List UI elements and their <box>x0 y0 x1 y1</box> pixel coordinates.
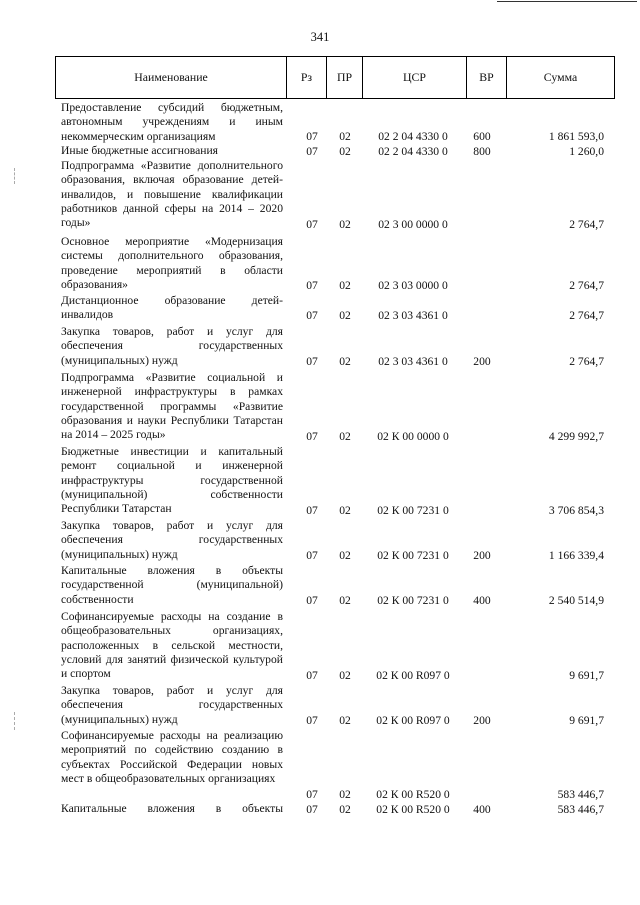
row-name: Капитальные вложения в объекты государственной (муниципальной) собственности <box>61 564 283 606</box>
row-rz: 07 <box>306 548 318 562</box>
row-sum: 1 260,0 <box>569 144 604 158</box>
row-pr: 02 <box>339 129 351 143</box>
row-sum: 2 764,7 <box>569 354 604 368</box>
row-sum: 583 446,7 <box>557 802 604 816</box>
row-pr: 02 <box>339 787 351 801</box>
row-name: Софинансируемые расходы на реализацию мероприятий по содействию созданию в субъектах Российской Федерации новых мест в общеобразовательных организациях <box>61 729 283 785</box>
row-vr: 200 <box>473 548 491 562</box>
row-vr: 200 <box>473 354 491 368</box>
row-name: Закупка товаров, работ и услуг для обеспечения государственных (муниципальных) нужд <box>61 519 283 561</box>
row-rz: 07 <box>306 503 318 517</box>
row-rz: 07 <box>306 713 318 727</box>
row-csr: 02 К 00 7231 0 <box>377 548 449 562</box>
row-pr: 02 <box>339 429 351 443</box>
row-csr: 02 2 04 4330 0 <box>378 144 448 158</box>
row-csr: 02 2 04 4330 0 <box>378 129 448 143</box>
row-pr: 02 <box>339 713 351 727</box>
row-pr: 02 <box>339 278 351 292</box>
row-sum: 2 764,7 <box>569 278 604 292</box>
table-row <box>0 144 640 159</box>
row-name: Капитальные вложения в объекты <box>61 802 283 815</box>
row-rz: 07 <box>306 787 318 801</box>
row-csr: 02 К 00 7231 0 <box>377 503 449 517</box>
row-rz: 07 <box>306 129 318 143</box>
table-row <box>0 519 640 563</box>
row-pr: 02 <box>339 354 351 368</box>
row-csr: 02 К 00 7231 0 <box>377 593 449 607</box>
row-vr: 800 <box>473 144 491 158</box>
row-rz: 07 <box>306 354 318 368</box>
row-name: Софинансируемые расходы на создание в общеобразовательных организациях, расположенных в сельской местности, условий для занятий физической культурой и спортом <box>61 610 283 681</box>
row-rz: 07 <box>306 802 318 816</box>
row-sum: 9 691,7 <box>569 713 604 727</box>
table-row <box>0 371 640 444</box>
table-row <box>0 445 640 518</box>
table-header <box>55 56 615 99</box>
table-row <box>0 684 640 728</box>
table-row <box>0 729 640 802</box>
row-csr: 02 К 00 R097 0 <box>376 713 450 727</box>
row-csr: 02 3 00 0000 0 <box>378 217 448 231</box>
row-csr: 02 К 00 R520 0 <box>376 787 450 801</box>
row-name: Предоставление субсидий бюджетным, автономным учреждениям и иным некоммерческим организациям <box>61 101 283 143</box>
row-rz: 07 <box>306 429 318 443</box>
table-row <box>0 235 640 293</box>
row-name: Иные бюджетные ассигнования <box>61 144 218 157</box>
header-pr: ПР <box>327 57 363 98</box>
row-rz: 07 <box>306 217 318 231</box>
row-vr: 400 <box>473 802 491 816</box>
row-pr: 02 <box>339 503 351 517</box>
table-row <box>0 101 640 144</box>
row-vr: 600 <box>473 129 491 143</box>
row-name: Подпрограмма «Развитие социальной и инженерной инфраструктуры в рамках государственной программы «Развитие образования и науки Республики Татарстан на 2014 – 2025 годы» <box>61 371 283 442</box>
row-rz: 07 <box>306 278 318 292</box>
row-pr: 02 <box>339 144 351 158</box>
row-pr: 02 <box>339 668 351 682</box>
top-edge-rule <box>497 1 637 2</box>
row-pr: 02 <box>339 802 351 816</box>
row-sum: 4 299 992,7 <box>548 429 604 443</box>
header-vr: ВР <box>467 57 507 98</box>
table-row <box>0 294 640 323</box>
row-csr: 02 К 00 R097 0 <box>376 668 450 682</box>
header-name: Наименование <box>56 57 287 98</box>
row-name: Подпрограмма «Развитие дополнительного образования, включая образование детей-инвалидов, и повышение квалификации работников данной сферы на 2014 – 2020 годы» <box>61 159 283 230</box>
row-sum: 1 861 593,0 <box>548 129 604 143</box>
row-csr: 02 К 00 R520 0 <box>376 802 450 816</box>
row-sum: 1 166 339,4 <box>548 548 604 562</box>
row-rz: 07 <box>306 668 318 682</box>
row-name: Закупка товаров, работ и услуг для обеспечения государственных (муниципальных) нужд <box>61 684 283 726</box>
table-row <box>0 610 640 683</box>
row-sum: 3 706 854,3 <box>548 503 604 517</box>
row-rz: 07 <box>306 144 318 158</box>
row-pr: 02 <box>339 593 351 607</box>
row-csr: 02 К 00 0000 0 <box>377 429 449 443</box>
row-rz: 07 <box>306 593 318 607</box>
row-name: Закупка товаров, работ и услуг для обеспечения государственных (муниципальных) нужд <box>61 325 283 367</box>
header-rz: Рз <box>287 57 327 98</box>
row-csr: 02 3 03 0000 0 <box>378 278 448 292</box>
row-sum: 9 691,7 <box>569 668 604 682</box>
table-row <box>0 564 640 608</box>
row-csr: 02 3 03 4361 0 <box>378 354 448 368</box>
row-rz: 07 <box>306 308 318 322</box>
row-name: Дистанционное образование детей-инвалидов <box>61 294 283 322</box>
page-number: 341 <box>310 30 330 44</box>
row-vr: 400 <box>473 593 491 607</box>
table-row <box>0 325 640 369</box>
row-pr: 02 <box>339 217 351 231</box>
row-pr: 02 <box>339 308 351 322</box>
row-sum: 2 764,7 <box>569 217 604 231</box>
row-sum: 2 764,7 <box>569 308 604 322</box>
row-sum: 583 446,7 <box>557 787 604 801</box>
row-name: Основное мероприятие «Модернизация системы дополнительного образования, проведение мероприятий в области образования» <box>61 235 283 291</box>
row-name: Бюджетные инвестиции и капитальный ремонт социальной и инженерной инфраструктуры государственной (муниципальной) собственности Республики Татарстан <box>61 445 283 516</box>
table-row <box>0 802 640 817</box>
row-vr: 200 <box>473 713 491 727</box>
row-csr: 02 3 03 4361 0 <box>378 308 448 322</box>
row-sum: 2 540 514,9 <box>548 593 604 607</box>
header-sum: Сумма <box>543 70 578 84</box>
row-pr: 02 <box>339 548 351 562</box>
header-csr: ЦСР <box>363 57 467 98</box>
table-row <box>0 159 640 232</box>
